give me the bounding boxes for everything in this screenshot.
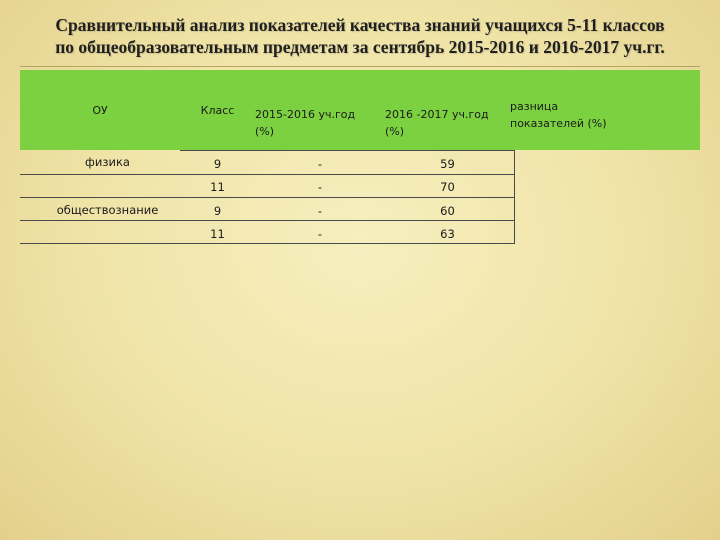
cell-diff (515, 176, 700, 198)
cell-2016: 70 (440, 180, 455, 194)
slide-title-line2: по общеобразовательным предметам за сентябрь 2015-2016 и 2016-2017 уч.гг. (55, 37, 665, 57)
slide-title (0, 14, 720, 58)
cell-diff (515, 223, 700, 245)
subject-physics: физика (85, 155, 130, 169)
subject-social-studies: обществознание (56, 203, 159, 217)
cell-class: 11 (210, 180, 225, 194)
cell-2016: 63 (440, 227, 455, 241)
cell-class: 11 (210, 227, 225, 241)
cell-2015: - (317, 157, 323, 171)
cell-2015: - (317, 227, 323, 241)
cell-class: 9 (213, 157, 222, 171)
header-class: Класс (200, 103, 235, 117)
cell-class: 9 (213, 204, 222, 218)
title-divider (20, 66, 700, 67)
cell-diff (515, 200, 700, 222)
header-difference: разница показателей (%) (510, 100, 607, 130)
cell-2016: 59 (440, 157, 455, 171)
data-table (20, 150, 700, 244)
cell-2015: - (317, 180, 323, 194)
cell-2016: 60 (440, 204, 455, 218)
table-header (20, 70, 700, 150)
header-2016-2017: 2016 -2017 уч.год (%) (385, 108, 489, 138)
header-ou: ОУ (92, 103, 108, 117)
slide-title-line1: Сравнительный анализ показателей качества знаний учащихся 5-11 классов (55, 15, 665, 35)
cell-2015: - (317, 204, 323, 218)
cell-diff (515, 153, 700, 175)
header-2015-2016: 2015-2016 уч.год (%) (255, 108, 356, 138)
row-divider (180, 150, 515, 151)
